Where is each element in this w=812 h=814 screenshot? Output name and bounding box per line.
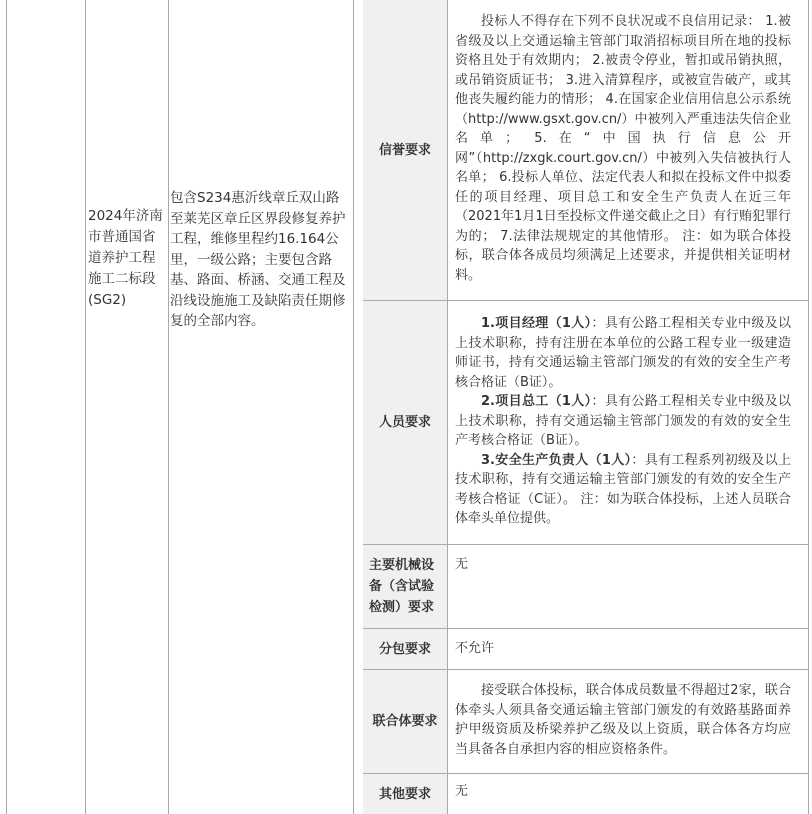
personnel-item-1 xyxy=(455,314,791,392)
personnel-item-2 xyxy=(455,392,791,451)
credit-label: 信誉要求 xyxy=(363,0,447,300)
table-border-left xyxy=(6,0,7,814)
personnel-label: 人员要求 xyxy=(363,301,447,544)
scope-cell xyxy=(170,188,352,332)
table-border-col1 xyxy=(85,0,86,814)
project-name: 2024年济南市普通国省道养护工程施工二标段(SG2) xyxy=(88,208,163,308)
personnel-item-1-text: ：具有公路工程相关专业中级及以上技术职称，持有注册在本单位的公路工程专业一级建造师证书，持有交通运输主管部门颁发的有效的安全生产考核合格证（B证）。 xyxy=(455,316,791,390)
table-border-col3 xyxy=(353,0,354,814)
credit-requirement: 投标人不得存在下列不良状况或不良信用记录： 1.被省级及以上交通运输主管部门取消招标项目所在地的投标资格且处于有效期内； 2.被责令停业，暂扣或吊销执照，或吊销资质证书； 3.进入清算程序，或被宣告破产，或其他丧失履约能力的情形； 4.在国家企业信用信息公示系统（http://www.gsxt.gov.cn/）中被列入严重违法失信企业名单； 5.在“中国执行信息公开网”（http://zxgk.court.gov.cn/）中被列入失信被执行人名单； 6.投标人单位、法定代表人和拟在投标文件中拟委任的项目经理、项目总工和安全生产负责人在近三年（2021年1月1日至投标文件递交截止之日）有行贿犯罪行为的； 7.法律法规规定的其他情形。 注：如为联合体投标，联合体各成员均须满足上述要求，并提供相关证明材料。 xyxy=(455,14,791,283)
requirement-row-credit xyxy=(363,0,809,300)
requirement-row-consortium xyxy=(363,670,809,773)
table-border-col2 xyxy=(168,0,169,814)
requirement-row-subcontract xyxy=(363,629,809,669)
personnel-item-2-title: 2.项目总工（1人） xyxy=(481,394,592,409)
personnel-item-3 xyxy=(455,451,791,529)
other-text: 无 xyxy=(455,784,469,799)
project-name-cell xyxy=(88,206,166,311)
personnel-item-3-title: 3.安全生产负责人（1人） xyxy=(481,452,632,468)
other-label: 其他要求 xyxy=(363,774,447,814)
project-scope: 包含S234惠沂线章丘双山路至莱芜区章丘区界段修复养护工程，维修里程约16.164公里，一级公路；主要包含路基、路面、桥涵、交通工程及沿线设施施工及缺陷责任期修复的全部内容。 xyxy=(170,190,346,329)
personnel-text xyxy=(448,314,795,529)
requirement-row-other xyxy=(363,774,809,814)
equipment-text: 无 xyxy=(455,557,469,572)
credit-text xyxy=(448,12,795,285)
consortium-requirement: 接受联合体投标，联合体成员数量不得超过2家，联合体牵头人须具备交通运输主管部门颁发的有效路基路面养护甲级资质及桥梁养护乙级及以上资质，联合体各方均应当具备各自承担内容的相应资格条件。 xyxy=(455,683,791,757)
personnel-item-1-title: 1.项目经理（1人） xyxy=(481,316,592,331)
inner-column-divider xyxy=(447,0,448,814)
personnel-item-2-text: ：具有公路工程相关专业中级及以上技术职称，持有交通运输主管部门颁发的有效的安全生产考核合格证（B证）。 xyxy=(455,394,791,448)
requirement-row-equipment xyxy=(363,545,809,628)
consortium-text xyxy=(448,681,795,759)
requirements-table xyxy=(363,0,809,814)
consortium-label: 联合体要求 xyxy=(363,670,447,773)
requirement-row-personnel xyxy=(363,301,809,544)
subcontract-label: 分包要求 xyxy=(363,629,447,669)
personnel-item-3-text: ：具有工程系列初级及以上技术职称，持有交通运输主管部门颁发的有效的安全生产考核合格证（C证）。 注：如为联合体投标，上述人员联合体牵头单位提供。 xyxy=(455,452,791,526)
equipment-label: 主要机械设备（含试验检测）要求 xyxy=(363,545,447,628)
subcontract-text: 不允许 xyxy=(455,641,495,656)
